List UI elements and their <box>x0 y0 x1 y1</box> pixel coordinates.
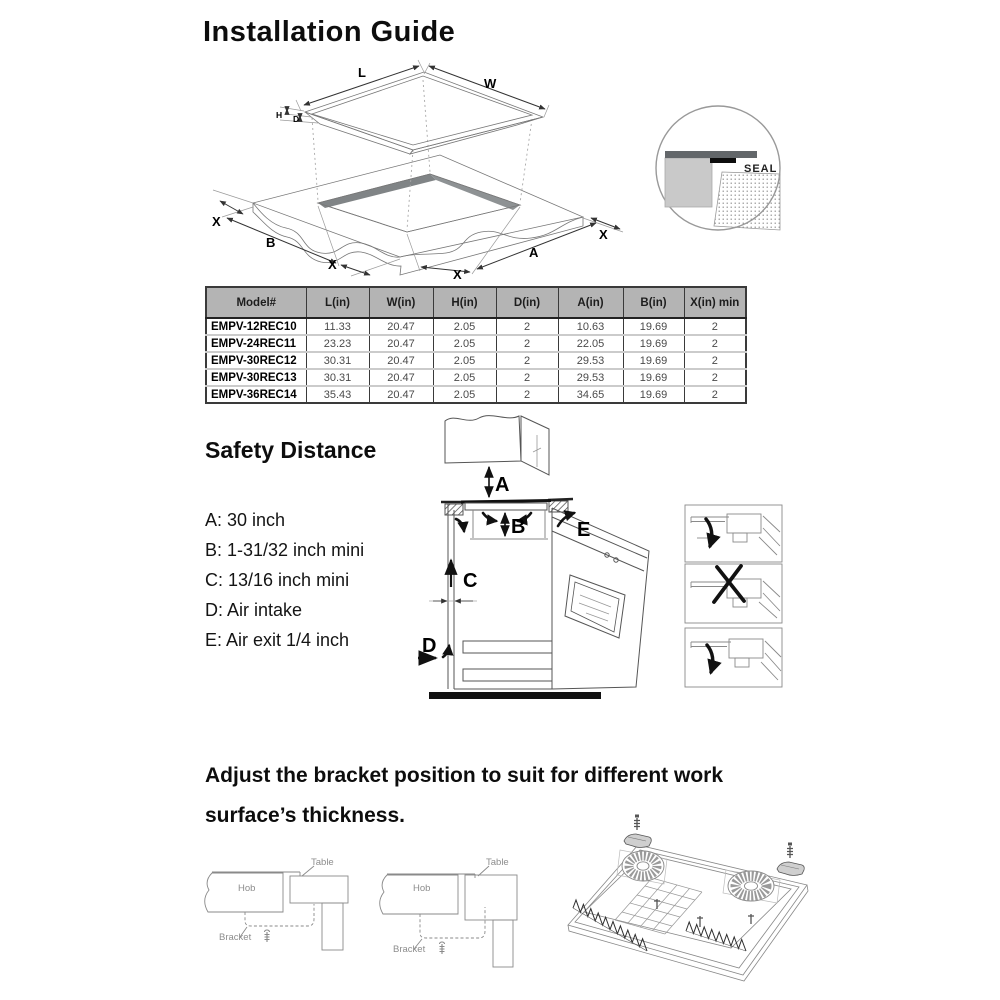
col-header-b: B(in) <box>623 287 684 318</box>
table-cell: 2.05 <box>433 335 496 352</box>
bracket-diagrams <box>183 845 533 995</box>
bracket-label: Bracket <box>219 932 252 943</box>
seal-label: SEAL <box>744 163 778 175</box>
table-cell: 2 <box>496 318 558 335</box>
table-row <box>206 386 746 403</box>
table-cell: 23.23 <box>306 335 369 352</box>
dim-label-a: A <box>529 245 539 260</box>
bracket-screw-right <box>787 846 793 858</box>
clearance-examples <box>684 504 784 689</box>
table-cell: 2 <box>684 318 746 335</box>
table-cell: 2 <box>684 352 746 369</box>
col-header-w: W(in) <box>369 287 433 318</box>
table-cell: 2 <box>496 386 558 403</box>
table-cell: 20.47 <box>369 369 433 386</box>
table-row <box>206 335 746 352</box>
cooktop-underside-diagram <box>540 800 870 1000</box>
table-cell: 2 <box>496 369 558 386</box>
clearance-wrong-diagram <box>685 564 782 623</box>
safety-clearance-diagram <box>415 405 685 705</box>
hob-label: Hob <box>413 883 431 894</box>
safety-label-a: A <box>495 474 510 496</box>
table-cell: 35.43 <box>306 386 369 403</box>
col-header-a: A(in) <box>558 287 623 318</box>
page-title: Installation Guide <box>203 16 456 48</box>
dim-label-b: B <box>266 235 276 250</box>
table-cell: 29.53 <box>558 369 623 386</box>
table-cell: 20.47 <box>369 318 433 335</box>
table-cell: 34.65 <box>558 386 623 403</box>
clearance-ok-diagram-2 <box>685 628 782 687</box>
table-row <box>206 318 746 335</box>
table-cell: 19.69 <box>623 318 684 335</box>
spec-table <box>205 286 747 404</box>
cooktop-cutout-diagram <box>200 60 670 285</box>
safety-item-b: B: 1-31/32 inch mini <box>205 540 365 560</box>
bracket-diagram-thick-counter <box>380 857 517 967</box>
dim-label-x-mid: X <box>328 257 337 272</box>
seal-detail-diagram <box>650 98 840 243</box>
table-cell: 19.69 <box>623 386 684 403</box>
table-row <box>206 352 746 369</box>
dim-label-h: H <box>276 110 283 120</box>
table-cell: 20.47 <box>369 335 433 352</box>
table-cell: 19.69 <box>623 335 684 352</box>
table-cell: 11.33 <box>306 318 369 335</box>
col-header-model: Model# <box>206 287 306 318</box>
table-cell-model: EMPV-36REC14 <box>206 386 306 403</box>
table-cell: 30.31 <box>306 352 369 369</box>
table-row <box>206 369 746 386</box>
col-header-d: D(in) <box>496 287 558 318</box>
bracket-heading-line2: surface’s thickness. <box>205 804 405 827</box>
safety-heading: Safety Distance <box>205 437 377 463</box>
clearance-ok-diagram-1 <box>685 505 782 562</box>
col-header-h: H(in) <box>433 287 496 318</box>
safety-list <box>205 505 364 655</box>
table-cell: 2 <box>496 335 558 352</box>
dim-label-l: L <box>358 65 366 80</box>
table-cell: 2 <box>684 386 746 403</box>
table-cell-model: EMPV-30REC12 <box>206 352 306 369</box>
hob-label: Hob <box>238 883 256 894</box>
bracket-heading-line1: Adjust the bracket position to suit for different work <box>205 764 724 787</box>
safety-item-a: A: 30 inch <box>205 510 286 530</box>
table-cell-model: EMPV-12REC10 <box>206 318 306 335</box>
col-header-l: L(in) <box>306 287 369 318</box>
table-cell: 30.31 <box>306 369 369 386</box>
mounting-bracket-right <box>777 862 804 876</box>
table-cell: 2.05 <box>433 318 496 335</box>
table-cell: 2.05 <box>433 352 496 369</box>
bracket-screw-left <box>634 818 640 830</box>
table-cell-model: EMPV-30REC13 <box>206 369 306 386</box>
safety-item-d: D: Air intake <box>205 600 303 620</box>
table-cell: 22.05 <box>558 335 623 352</box>
dim-label-x-bottom: X <box>453 267 462 282</box>
dim-label-d: D <box>293 114 300 124</box>
table-cell: 2.05 <box>433 369 496 386</box>
dim-label-x-left: X <box>212 214 221 229</box>
safety-item-c: C: 13/16 inch mini <box>205 570 350 590</box>
table-label: Table <box>486 857 509 868</box>
table-cell: 20.47 <box>369 386 433 403</box>
dim-label-x-right: X <box>599 227 608 242</box>
table-label: Table <box>311 857 334 868</box>
bracket-label: Bracket <box>393 944 426 955</box>
safety-label-e: E <box>577 519 591 541</box>
table-cell: 20.47 <box>369 352 433 369</box>
table-header-row <box>206 287 746 318</box>
table-cell: 2.05 <box>433 386 496 403</box>
table-cell: 19.69 <box>623 352 684 369</box>
table-cell-model: EMPV-24REC11 <box>206 335 306 352</box>
safety-label-c: C <box>463 570 478 592</box>
table-cell: 2 <box>496 352 558 369</box>
dim-label-w: W <box>484 76 497 91</box>
table-cell: 19.69 <box>623 369 684 386</box>
safety-label-b: B <box>511 516 526 538</box>
heatsink-fins-front <box>686 922 746 951</box>
bracket-diagram-thin-counter <box>205 857 348 950</box>
table-cell: 29.53 <box>558 352 623 369</box>
safety-item-e: E: Air exit 1/4 inch <box>205 630 350 650</box>
mounting-bracket-left <box>624 834 651 848</box>
table-cell: 10.63 <box>558 318 623 335</box>
safety-label-d: D <box>422 635 437 657</box>
table-cell: 2 <box>684 369 746 386</box>
table-cell: 2 <box>684 335 746 352</box>
col-header-xmin: X(in) min <box>684 287 746 318</box>
